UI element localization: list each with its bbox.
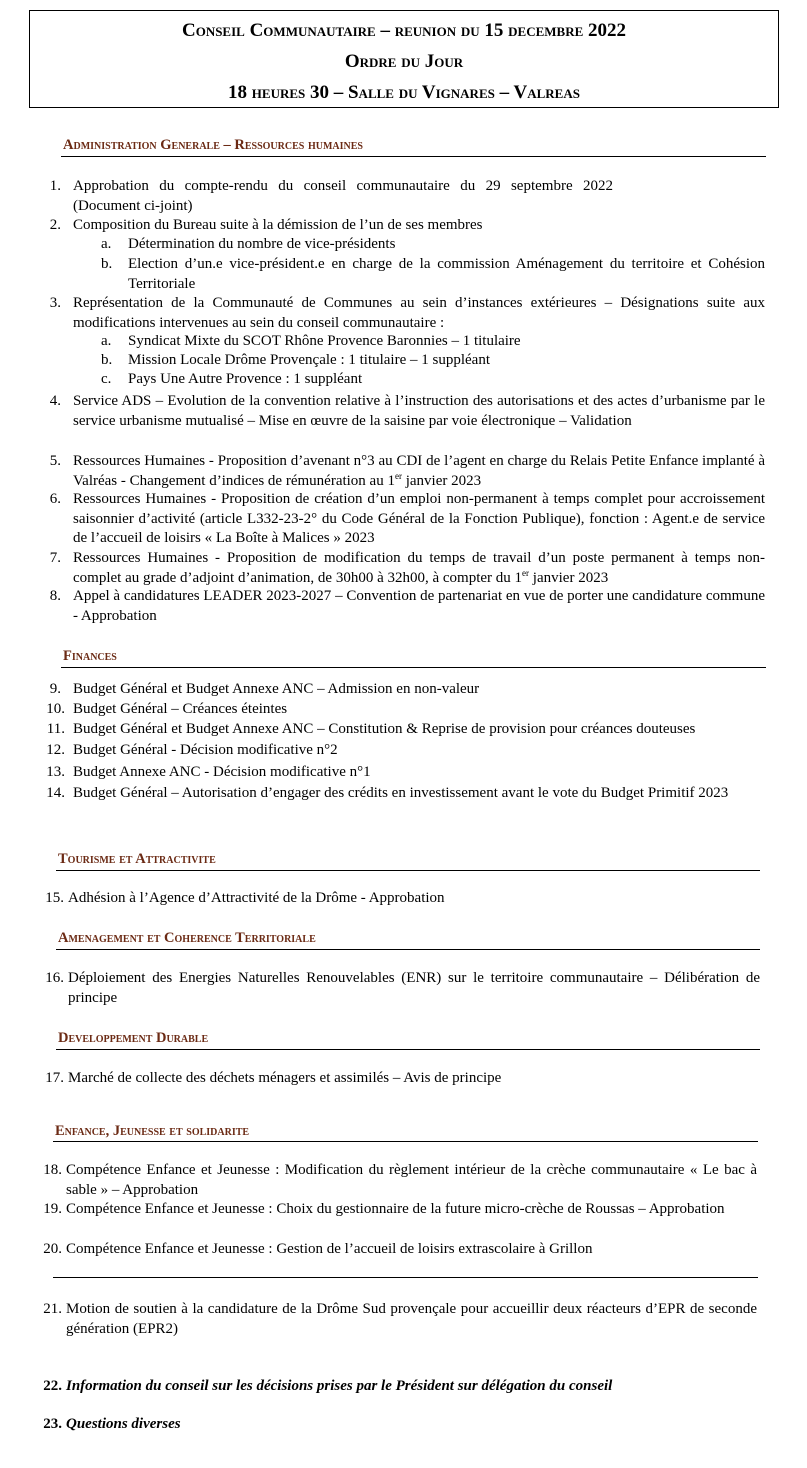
- agenda-item-9: 9. Budget Général et Budget Annexe ANC – Admission en non-valeur: [49, 681, 480, 697]
- agenda-item-2: 2. Composition du Bureau suite à la démission de l’un de ses membres: [49, 217, 483, 233]
- section-rule: [61, 667, 766, 668]
- agenda-item-11: 11. Budget Général et Budget Annexe ANC – Constitution & Reprise de provision pour créances douteuses: [46, 721, 696, 737]
- section-rule: [53, 1141, 758, 1142]
- section-rule: [61, 156, 766, 157]
- agenda-item-8: 8. Appel à candidatures LEADER 2023-2027 – Convention de partenariat en vue de porter une candidature commune - Approbation: [49, 588, 765, 624]
- agenda-item-6: 6. Ressources Humaines - Proposition de création d’un emploi non-permanent à temps complet pour accroissement saisonnier d’activité (article L332-23-2° du Code Général de la Fonction Publique), fonction : Agent.e de service de l’accueil de loisirs « La Boîte à Malices » 2023: [49, 491, 765, 547]
- section-rule: [56, 1049, 760, 1050]
- agenda-item-7: 7. Ressources Humaines - Proposition de modification du temps de travail d’un poste permanent à temps non-complet au grade d’adjoint d’animation, de 30h00 à 32h00, à compter du 1er janvier 2023: [49, 550, 765, 586]
- agenda-subitem-3b: b. Mission Locale Drôme Provençale : 1 titulaire – 1 suppléant: [101, 352, 490, 368]
- section-rule: [56, 870, 760, 871]
- agenda-header-box: [29, 10, 779, 108]
- agenda-subitem-2b: b. Election d’un.e vice-président.e en charge de la commission Aménagement du territoire et Cohésion Territoriale: [101, 256, 765, 292]
- agenda-item-4: 4. Service ADS – Evolution de la convention relative à l’instruction des autorisations et des actes d’urbanisme par le service urbanisme mutualisé – Mise en œuvre de la saisine par voie électronique – Validation: [49, 393, 765, 429]
- section-title-amenagement: Amenagement et Coherence Territoriale: [58, 930, 316, 946]
- agenda-subitem-3a: a. Syndicat Mixte du SCOT Rhône Provence Baronnies – 1 titulaire: [101, 333, 521, 349]
- agenda-item-3: 3. Représentation de la Communauté de Communes au sein d’instances extérieures – Désignations suite aux modifications intervenues au sein du conseil communautaire :: [49, 295, 765, 331]
- agenda-subitem-3c: c. Pays Une Autre Provence : 1 suppléant: [101, 371, 363, 387]
- section-title-administration: Administration Generale – Ressources humaines: [63, 137, 363, 153]
- agenda-item-15: 15. Adhésion à l’Agence d’Attractivité de la Drôme - Approbation: [45, 890, 445, 906]
- agenda-title: Ordre du Jour: [344, 51, 464, 72]
- agenda-item-20: 20. Compétence Enfance et Jeunesse : Gestion de l’accueil de loisirs extrascolaire à Grillon: [43, 1241, 593, 1257]
- agenda-item-19: 19. Compétence Enfance et Jeunesse : Choix du gestionnaire de la future micro-crèche de Roussas – Approbation: [43, 1201, 725, 1217]
- agenda-item-12: 12. Budget Général - Décision modificative n°2: [46, 742, 338, 758]
- agenda-item-13: 13. Budget Annexe ANC - Décision modificative n°1: [46, 764, 371, 780]
- agenda-item-21: 21. Motion de soutien à la candidature de la Drôme Sud provençale pour accueillir deux réacteurs d’EPR de seconde génération (EPR2): [43, 1301, 757, 1337]
- separator-rule: [53, 1277, 758, 1278]
- agenda-item-10: 10. Budget Général – Créances éteintes: [46, 701, 288, 717]
- section-title-developpement: Developpement Durable: [58, 1030, 209, 1046]
- section-title-finances: Finances: [63, 648, 117, 664]
- agenda-item-23: 23. Questions diverses: [43, 1416, 181, 1432]
- meeting-time-place: 18 heures 30 – Salle du Vignares – Valreas: [228, 82, 580, 103]
- agenda-item-1: 1. Approbation du compte-rendu du conseil communautaire du 29 septembre 2022 (Document ci-joint): [49, 178, 613, 214]
- agenda-item-16: 16. Déploiement des Energies Naturelles Renouvelables (ENR) sur le territoire communautaire – Délibération de principe: [45, 970, 760, 1006]
- agenda-item-22: 22. Information du conseil sur les décisions prises par le Président sur délégation du conseil: [43, 1378, 613, 1394]
- agenda-item-18: 18. Compétence Enfance et Jeunesse : Modification du règlement intérieur de la crèche communautaire « Le bac à sable » – Approbation: [43, 1162, 757, 1198]
- agenda-item-14: 14. Budget Général – Autorisation d’engager des crédits en investissement avant le vote du Budget Primitif 2023: [46, 785, 729, 801]
- section-title-tourisme: Tourisme et Attractivite: [58, 851, 216, 867]
- section-rule: [56, 949, 760, 950]
- agenda-item-17: 17. Marché de collecte des déchets ménagers et assimilés – Avis de principe: [45, 1070, 502, 1086]
- section-title-enfance: Enfance, Jeunesse et solidarite: [55, 1123, 250, 1139]
- agenda-subitem-2a: a. Détermination du nombre de vice-présidents: [101, 236, 396, 252]
- agenda-item-5: 5. Ressources Humaines - Proposition d’avenant n°3 au CDI de l’agent en charge du Relais Petite Enfance implanté à Valréas - Changement d’indices de rémunération au 1er janvier 2023: [49, 453, 765, 489]
- meeting-title: Conseil Communautaire – reunion du 15 decembre 2022: [181, 20, 627, 41]
